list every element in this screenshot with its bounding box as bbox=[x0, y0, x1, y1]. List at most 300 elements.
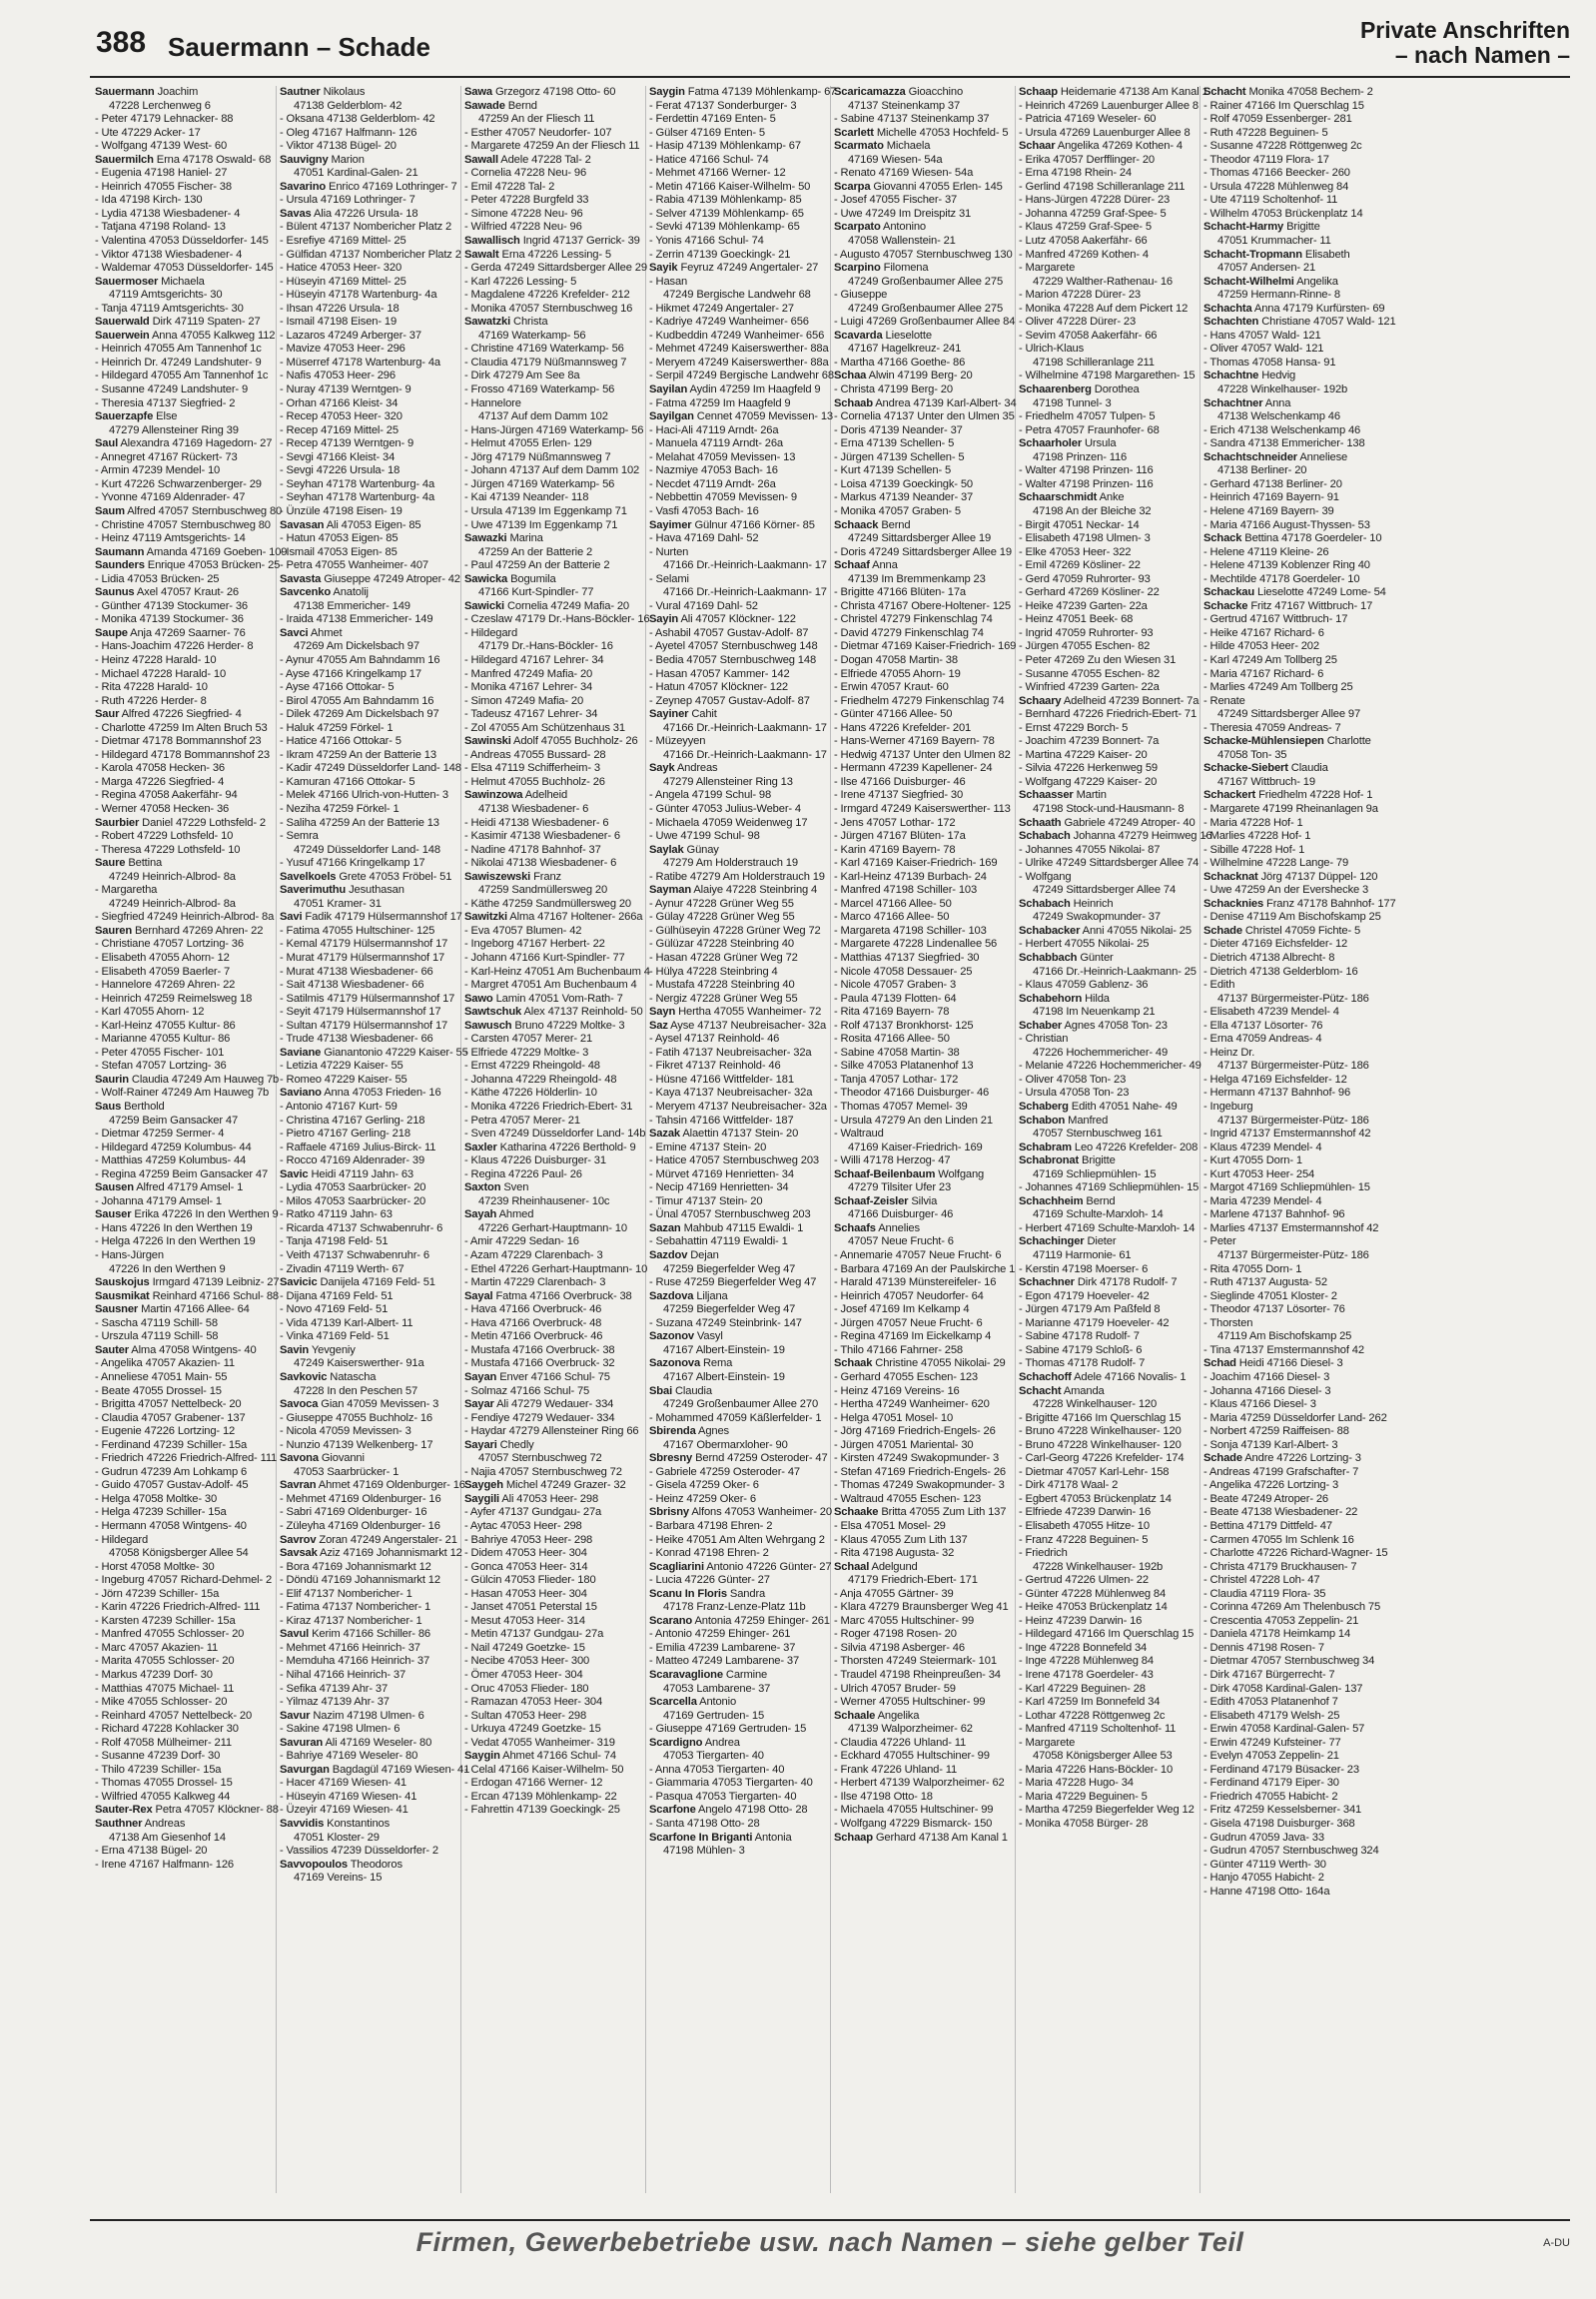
list-item bbox=[1203, 1804, 1381, 1818]
entry-text: - Ernst 47229 Rheingold- 48 bbox=[464, 1060, 600, 1073]
list-item bbox=[95, 640, 272, 654]
entry-text: 47137 Bürgermeister-Pütz- 186 bbox=[1217, 1060, 1369, 1073]
entry-text: Petra 47057 Klöckner- 88 bbox=[155, 1804, 279, 1817]
list-item bbox=[280, 884, 456, 898]
list-item bbox=[1019, 1317, 1196, 1331]
entry-text: 47179 Dr.-Hans-Böckler- 16 bbox=[478, 640, 613, 653]
entry-text: - Sabri 47169 Oldenburger- 16 bbox=[280, 1506, 427, 1519]
list-item bbox=[280, 424, 456, 438]
entry-text: - Thomas 47057 Memel- 39 bbox=[834, 1101, 968, 1114]
entry-text: - Egon 47179 Hoeveler- 42 bbox=[1019, 1289, 1150, 1302]
list-item bbox=[464, 1020, 641, 1034]
list-item bbox=[834, 383, 1011, 397]
list-item bbox=[95, 1723, 272, 1737]
entry-text: - Marianne 47055 Kultur- 86 bbox=[95, 1033, 231, 1046]
list-item bbox=[95, 1060, 272, 1074]
list-item bbox=[1203, 1357, 1381, 1371]
list-item bbox=[280, 817, 456, 831]
entry-text: Alwin 47199 Berg- 20 bbox=[868, 370, 973, 383]
list-item bbox=[1019, 1479, 1196, 1493]
entry-text: - Elke 47053 Heer- 322 bbox=[1019, 545, 1132, 558]
list-item bbox=[649, 491, 826, 505]
listing-column-7 bbox=[1200, 86, 1396, 2193]
list-item bbox=[834, 1520, 1011, 1534]
list-item bbox=[649, 1047, 826, 1061]
surname: Scarfone bbox=[649, 1804, 696, 1817]
list-item bbox=[1203, 1845, 1381, 1859]
list-item bbox=[280, 1683, 456, 1697]
entry-text: - Markus 47239 Dorf- 30 bbox=[95, 1668, 213, 1681]
list-item bbox=[649, 1574, 826, 1588]
list-item bbox=[280, 235, 456, 249]
list-item bbox=[280, 1060, 456, 1074]
list-item bbox=[95, 532, 272, 546]
list-item bbox=[280, 1330, 456, 1344]
list-item bbox=[1019, 654, 1196, 668]
list-item bbox=[1019, 1181, 1199, 1195]
list-item bbox=[1203, 1168, 1381, 1182]
list-item bbox=[95, 303, 272, 317]
entry-text: 47051 Kardinal-Galen- 21 bbox=[294, 167, 418, 180]
surname: Schaake bbox=[834, 1506, 879, 1519]
list-item bbox=[834, 573, 1011, 587]
surname: Sbrisny bbox=[649, 1506, 689, 1519]
list-item bbox=[1203, 249, 1381, 263]
entry-text: - Tanja 47119 Amtsgerichts- 30 bbox=[95, 302, 244, 315]
list-item bbox=[649, 830, 826, 844]
entry-text: Bernd bbox=[1086, 1194, 1116, 1207]
entry-text: - Ursula 47228 Mühlenweg 84 bbox=[1203, 180, 1349, 193]
entry-text: Zoran 47249 Angerstaler- 21 bbox=[319, 1533, 457, 1546]
surname: Schacht-Wilhelmi bbox=[1203, 275, 1294, 288]
list-item bbox=[464, 1412, 641, 1426]
surname: Savkovic bbox=[280, 1370, 328, 1383]
list-item bbox=[95, 113, 272, 127]
surname: Schacke bbox=[1203, 599, 1248, 612]
entry-text: - Norbert 47259 Raiffeisen- 88 bbox=[1203, 1425, 1349, 1438]
entry-text: Joachim bbox=[157, 86, 199, 98]
entry-text: - Jürgen 47055 Eschen- 82 bbox=[1019, 640, 1151, 653]
entry-text: Anna 47055 Kalkweg 112 bbox=[151, 329, 276, 342]
entry-text: Anni 47055 Nikolai- 25 bbox=[1082, 924, 1192, 937]
entry-text: - Ayse 47166 Kringelkamp 17 bbox=[280, 667, 421, 680]
list-item bbox=[280, 938, 456, 952]
list-item bbox=[1019, 1737, 1196, 1751]
entry-text: - Karsten 47239 Schiller- 15a bbox=[95, 1614, 236, 1627]
list-item bbox=[1019, 871, 1196, 885]
entry-text: - Maria 47229 Beguinen- 5 bbox=[1019, 1790, 1148, 1803]
list-item bbox=[834, 1696, 1011, 1710]
page-header bbox=[90, 18, 1570, 78]
list-item bbox=[280, 1033, 456, 1047]
list-item bbox=[95, 1344, 272, 1358]
list-item bbox=[649, 1493, 826, 1507]
list-item bbox=[95, 410, 272, 424]
entry-text: - Heinrich 47169 Bayern- 91 bbox=[1203, 491, 1339, 504]
entry-text: - Recep 47053 Heer- 320 bbox=[280, 410, 402, 423]
entry-text: 47226 Gerhart-Hauptmann- 10 bbox=[478, 1221, 627, 1234]
list-item bbox=[464, 1276, 641, 1290]
entry-text: - Augusto 47057 Sternbuschweg 130 bbox=[834, 248, 1013, 261]
entry-text: - Emilia 47239 Lambarene- 37 bbox=[649, 1641, 796, 1654]
list-item bbox=[464, 1371, 641, 1385]
list-item bbox=[649, 1777, 826, 1791]
surname: Schaasser bbox=[1019, 789, 1074, 802]
entry-text: - Najia 47057 Sternbuschweg 72 bbox=[464, 1465, 622, 1478]
list-item bbox=[464, 154, 641, 168]
entry-text: - Wilhelm 47053 Brückenplatz 14 bbox=[1203, 207, 1363, 220]
list-item bbox=[280, 262, 456, 276]
list-item bbox=[1203, 1859, 1381, 1873]
entry-text: - Metin 47166 Kaiser-Wilhelm- 50 bbox=[649, 180, 811, 193]
entry-text: - Hava 47169 Dahl- 52 bbox=[649, 532, 759, 545]
surname: Sayman bbox=[649, 884, 692, 897]
entry-text: - Ernst 47229 Borch- 5 bbox=[1019, 721, 1129, 734]
surname: Savsak bbox=[280, 1547, 318, 1560]
list-item bbox=[464, 776, 641, 790]
list-item bbox=[1203, 1385, 1381, 1399]
entry-text: Johanna 47279 Heimweg 16 bbox=[1073, 830, 1212, 843]
list-item bbox=[834, 276, 1011, 290]
entry-text: Hertha 47055 Wanheimer- 72 bbox=[678, 1006, 822, 1019]
list-item bbox=[1019, 1398, 1196, 1412]
entry-text: - Maria 47239 Mendel- 4 bbox=[1203, 1194, 1322, 1207]
entry-text: Ahmed bbox=[498, 1208, 534, 1221]
list-item bbox=[280, 1642, 456, 1656]
list-item bbox=[464, 289, 641, 303]
list-item bbox=[464, 871, 641, 885]
list-item bbox=[95, 154, 272, 168]
entry-text: - Oleg 47167 Halfmann- 126 bbox=[280, 126, 417, 139]
entry-text: - Sefika 47139 Ahr- 37 bbox=[280, 1682, 389, 1695]
list-item bbox=[464, 1479, 641, 1493]
surname: Sayimer bbox=[649, 518, 692, 531]
entry-text: Ali 47057 Klöckner- 122 bbox=[680, 613, 796, 626]
list-item bbox=[280, 343, 456, 357]
list-item bbox=[1019, 276, 1196, 290]
list-item bbox=[464, 167, 641, 181]
section-title bbox=[1360, 18, 1570, 68]
list-item bbox=[280, 1804, 456, 1818]
entry-text: - Kurt 47053 Heer- 254 bbox=[1203, 1167, 1315, 1180]
list-item bbox=[464, 844, 641, 858]
list-item bbox=[95, 1506, 272, 1520]
entry-text: Hedvig bbox=[1261, 370, 1296, 383]
entry-text: - Daniela 47178 Heimkamp 14 bbox=[1203, 1628, 1351, 1641]
entry-text: - Wilhelmine 47228 Lange- 79 bbox=[1203, 857, 1349, 870]
entry-text: - Simon 47249 Mafia- 20 bbox=[464, 694, 584, 707]
surname: Scarpa bbox=[834, 180, 871, 193]
entry-text: - Margarete 47228 Lindenallee 56 bbox=[834, 938, 998, 951]
surname: Savci bbox=[280, 626, 309, 639]
entry-text: 47138 Welschenkamp 46 bbox=[1217, 410, 1340, 423]
list-item bbox=[834, 437, 1011, 451]
list-item bbox=[1203, 871, 1381, 885]
entry-text: Konstantinos bbox=[327, 1818, 391, 1830]
list-item bbox=[280, 898, 456, 912]
entry-text: - Günter 47166 Allee- 50 bbox=[834, 708, 953, 721]
list-item bbox=[834, 410, 1015, 424]
list-item bbox=[649, 100, 826, 114]
list-item bbox=[1203, 1398, 1381, 1412]
list-item bbox=[1203, 1195, 1381, 1209]
surname: Sayan bbox=[464, 1370, 497, 1383]
list-item bbox=[280, 127, 456, 141]
list-item bbox=[649, 1195, 826, 1209]
entry-text: Bernhard 47269 Ahren- 22 bbox=[135, 924, 264, 937]
surname: Sayal bbox=[464, 1289, 493, 1302]
entry-text: - Hermann 47058 Wintgens- 40 bbox=[95, 1519, 247, 1532]
entry-text: Andre 47226 Lortzing- 3 bbox=[1244, 1452, 1361, 1465]
list-item bbox=[1203, 1832, 1381, 1846]
surname: Sawade bbox=[464, 99, 505, 112]
entry-text: Ahmet 47166 Schul- 74 bbox=[502, 1750, 616, 1763]
list-item bbox=[1019, 167, 1196, 181]
list-item bbox=[464, 1235, 641, 1249]
list-item bbox=[1019, 952, 1196, 966]
list-item bbox=[649, 154, 826, 168]
list-item bbox=[95, 695, 272, 709]
entry-text: - Suzana 47249 Steinbrink- 147 bbox=[649, 1316, 802, 1329]
list-item bbox=[834, 722, 1011, 736]
entry-text: - Hans 47226 Krefelder- 201 bbox=[834, 721, 972, 734]
list-item bbox=[464, 343, 641, 357]
surname: Scarcella bbox=[649, 1696, 697, 1709]
list-item bbox=[649, 952, 826, 966]
list-item bbox=[1019, 979, 1196, 993]
list-item bbox=[1019, 1750, 1196, 1764]
list-item bbox=[280, 208, 456, 222]
entry-text: - Mustafa 47166 Overbruck- 32 bbox=[464, 1357, 615, 1370]
list-item bbox=[95, 803, 272, 817]
entry-text: Giuseppe 47249 Atroper- 42 bbox=[324, 572, 460, 585]
entry-text: - Dietmar 47057 Sternbuschweg 34 bbox=[1203, 1655, 1375, 1668]
entry-text: - Üzeyir 47169 Wiesen- 41 bbox=[280, 1804, 408, 1817]
list-item bbox=[280, 1588, 456, 1602]
entry-text: - Czeslaw 47179 Dr.-Hans-Böckler- 16 bbox=[464, 613, 650, 626]
list-item bbox=[1019, 154, 1196, 168]
list-item bbox=[95, 586, 272, 600]
list-item bbox=[649, 803, 826, 817]
list-item bbox=[95, 262, 272, 276]
entry-text: - Johann 47166 Kurt-Spindler- 77 bbox=[464, 952, 625, 964]
surname: Saupe bbox=[95, 626, 128, 639]
entry-text: - Hasan bbox=[649, 275, 688, 288]
entry-text: Christa bbox=[513, 316, 548, 329]
entry-text: - Erich 47138 Welschenkamp 46 bbox=[1203, 423, 1361, 436]
entry-text: - Jürgen 47169 Waterkamp- 56 bbox=[464, 477, 615, 490]
entry-text: Ali 47053 Eigen- 85 bbox=[326, 518, 421, 531]
entry-text: - Johannes 47169 Schliepmühlen- 15 bbox=[1019, 1181, 1199, 1194]
list-item bbox=[834, 1777, 1011, 1791]
entry-text: - Martha 47259 Biegerfelder Weg 12 bbox=[1019, 1804, 1195, 1817]
entry-text: - Heinrich 47055 Fischer- 38 bbox=[95, 180, 232, 193]
entry-text: - Helga 47058 Moltke- 30 bbox=[95, 1492, 218, 1505]
entry-text: - Ramazan 47053 Heer- 304 bbox=[464, 1696, 603, 1709]
entry-text: - Hikmet 47249 Angertaler- 27 bbox=[649, 302, 794, 315]
entry-text: - Heinz 47259 Oker- 6 bbox=[649, 1492, 756, 1505]
list-item bbox=[649, 316, 826, 330]
entry-text: - Christian bbox=[1019, 1033, 1069, 1046]
list-item bbox=[95, 1303, 272, 1317]
list-item bbox=[1019, 546, 1196, 560]
entry-text: - Margarete bbox=[1019, 262, 1076, 275]
entry-text: 47137 Bürgermeister-Pütz- 186 bbox=[1217, 1114, 1369, 1127]
list-item bbox=[464, 100, 641, 114]
entry-text: - Necip 47169 Henrietten- 34 bbox=[649, 1181, 789, 1194]
entry-text: Andrea bbox=[704, 1736, 740, 1749]
list-item bbox=[834, 1235, 1011, 1249]
list-item bbox=[280, 397, 456, 411]
entry-text: - Tanja 47198 Feld- 51 bbox=[280, 1235, 389, 1248]
entry-text: - Helga 47051 Mosel- 10 bbox=[834, 1411, 954, 1424]
list-item bbox=[95, 1195, 272, 1209]
list-item bbox=[95, 1412, 272, 1426]
entry-text: - Christel 47228 Loh- 47 bbox=[1203, 1574, 1320, 1587]
entry-text: Gioacchino bbox=[908, 86, 964, 98]
entry-text: - Erika 47057 Derfflinger- 20 bbox=[1019, 153, 1155, 166]
list-item bbox=[1203, 194, 1381, 208]
surname: Schaa bbox=[834, 370, 867, 383]
list-item bbox=[1019, 330, 1196, 344]
surname: Sayk bbox=[649, 762, 675, 775]
entry-text: - Wolfgang bbox=[1019, 870, 1072, 883]
surname: Schachten bbox=[1203, 316, 1259, 329]
entry-text: - Ismail 47198 Eisen- 19 bbox=[280, 316, 398, 329]
list-item bbox=[1019, 235, 1196, 249]
list-item bbox=[95, 722, 272, 736]
entry-text: 47198 Schilleranlage 211 bbox=[1033, 356, 1155, 369]
entry-text: 47169 Kaiser-Friedrich- 169 bbox=[848, 1141, 983, 1153]
entry-text: - Rita 47169 Bayern- 78 bbox=[834, 1006, 950, 1019]
entry-text: - Simone 47228 Neu- 96 bbox=[464, 207, 583, 220]
entry-text: - Monika 47226 Friedrich-Ebert- 31 bbox=[464, 1101, 633, 1114]
list-item bbox=[1203, 559, 1381, 573]
list-item bbox=[95, 383, 272, 397]
entry-text: Heidi 47166 Diesel- 3 bbox=[1238, 1357, 1343, 1370]
list-item bbox=[1019, 776, 1196, 790]
entry-text: - Satilmis 47179 Hülsermannshof 17 bbox=[280, 992, 455, 1005]
list-item bbox=[95, 1357, 272, 1371]
entry-text: Cahit bbox=[691, 708, 717, 721]
list-item bbox=[1203, 1344, 1381, 1358]
entry-text: - Ferdinand 47179 Eiper- 30 bbox=[1203, 1777, 1339, 1790]
list-item bbox=[1019, 194, 1196, 208]
entry-text: Edith 47051 Nahe- 49 bbox=[1071, 1101, 1178, 1114]
list-item bbox=[464, 221, 641, 235]
entry-text: - Wolfgang 47139 West- 60 bbox=[95, 140, 228, 153]
list-item bbox=[464, 437, 641, 451]
list-item bbox=[464, 1506, 641, 1520]
list-item bbox=[649, 1506, 832, 1520]
list-item bbox=[95, 925, 272, 939]
list-item bbox=[1019, 1020, 1196, 1034]
list-item bbox=[834, 776, 1011, 790]
entry-text: - Nail 47249 Goetzke- 15 bbox=[464, 1641, 585, 1654]
surname: Sauermann bbox=[95, 86, 155, 98]
list-item bbox=[1203, 1317, 1381, 1331]
entry-text: Fatma 47139 Möhlenkamp- 67 bbox=[687, 86, 837, 98]
list-item bbox=[834, 1615, 1011, 1629]
entry-text: - Johanna 47179 Amsel- 1 bbox=[95, 1194, 223, 1207]
entry-text: 47137 Bürgermeister-Pütz- 186 bbox=[1217, 1249, 1369, 1262]
list-item bbox=[95, 681, 272, 695]
entry-text: Elisabeth bbox=[1304, 248, 1350, 261]
surname: Schaary bbox=[1019, 694, 1062, 707]
list-item bbox=[1203, 262, 1381, 276]
list-item bbox=[649, 708, 826, 722]
list-item bbox=[834, 993, 1011, 1007]
entry-text: - Dietmar 47178 Bommannshof 23 bbox=[95, 735, 262, 748]
list-item bbox=[834, 1330, 1011, 1344]
list-item bbox=[1203, 952, 1381, 966]
list-item bbox=[834, 1818, 1011, 1832]
entry-text: Else bbox=[156, 410, 178, 423]
surname: Sauvigny bbox=[280, 153, 329, 166]
entry-text: - Elfriede 47055 Ahorn- 19 bbox=[834, 667, 961, 680]
entry-text: Angelika bbox=[877, 1709, 920, 1722]
surname: Schaarschmidt bbox=[1019, 491, 1098, 504]
list-item bbox=[834, 1412, 1011, 1426]
list-item bbox=[95, 1818, 272, 1832]
entry-text: - Gerd 47059 Ruhrorter- 93 bbox=[1019, 572, 1151, 585]
list-item bbox=[95, 1710, 272, 1724]
surname: Sawtschuk bbox=[464, 1006, 522, 1019]
list-item bbox=[95, 1750, 272, 1764]
surname: Sayah bbox=[464, 1208, 497, 1221]
entry-text: - Thilo 47239 Schiller- 15a bbox=[95, 1763, 222, 1776]
list-item bbox=[649, 249, 826, 263]
entry-text: - Heinrich 47259 Reimelsweg 18 bbox=[95, 992, 253, 1005]
list-item bbox=[464, 1628, 641, 1642]
list-item bbox=[280, 519, 456, 533]
list-item bbox=[1203, 1439, 1381, 1453]
list-item bbox=[95, 181, 272, 195]
list-item bbox=[834, 1181, 1011, 1195]
entry-text: 47167 Albert-Einstein- 19 bbox=[663, 1370, 785, 1383]
list-item bbox=[649, 519, 826, 533]
list-item bbox=[464, 654, 641, 668]
entry-text: - Margarete 47199 Rheinanlagen 9a bbox=[1203, 802, 1378, 815]
entry-text: - Semra bbox=[280, 830, 319, 843]
list-item bbox=[1203, 1506, 1381, 1520]
list-item bbox=[464, 1006, 641, 1020]
list-item bbox=[834, 100, 1011, 114]
list-item bbox=[1203, 857, 1381, 871]
list-item bbox=[95, 100, 272, 114]
surname: Saviane bbox=[280, 1046, 322, 1059]
surname: Schacke-Siebert bbox=[1203, 762, 1288, 775]
list-item bbox=[649, 410, 833, 424]
list-item bbox=[834, 654, 1011, 668]
list-item bbox=[280, 1235, 456, 1249]
list-item bbox=[1019, 993, 1196, 1007]
entry-text: - Heinz 47228 Harald- 10 bbox=[95, 653, 217, 666]
entry-text: - Marlene 47137 Bahnhof- 96 bbox=[1203, 1208, 1345, 1221]
entry-text: - Wilhelmine 47198 Margarethen- 15 bbox=[1019, 370, 1196, 383]
entry-text: - Wolf-Rainer 47249 Am Hauweg 7b bbox=[95, 1087, 270, 1100]
list-item bbox=[464, 1087, 641, 1101]
entry-text: Martin 47166 Allee- 64 bbox=[141, 1303, 250, 1316]
surname: Saumann bbox=[95, 545, 145, 558]
entry-text: Alaettin 47137 Stein- 20 bbox=[682, 1128, 799, 1141]
surname: Sazonova bbox=[649, 1357, 701, 1370]
list-item bbox=[464, 194, 641, 208]
list-item bbox=[649, 1466, 826, 1480]
list-item bbox=[649, 1235, 826, 1249]
entry-text: - Johanna 47259 Graf-Spee- 5 bbox=[1019, 207, 1167, 220]
list-item bbox=[464, 316, 641, 330]
